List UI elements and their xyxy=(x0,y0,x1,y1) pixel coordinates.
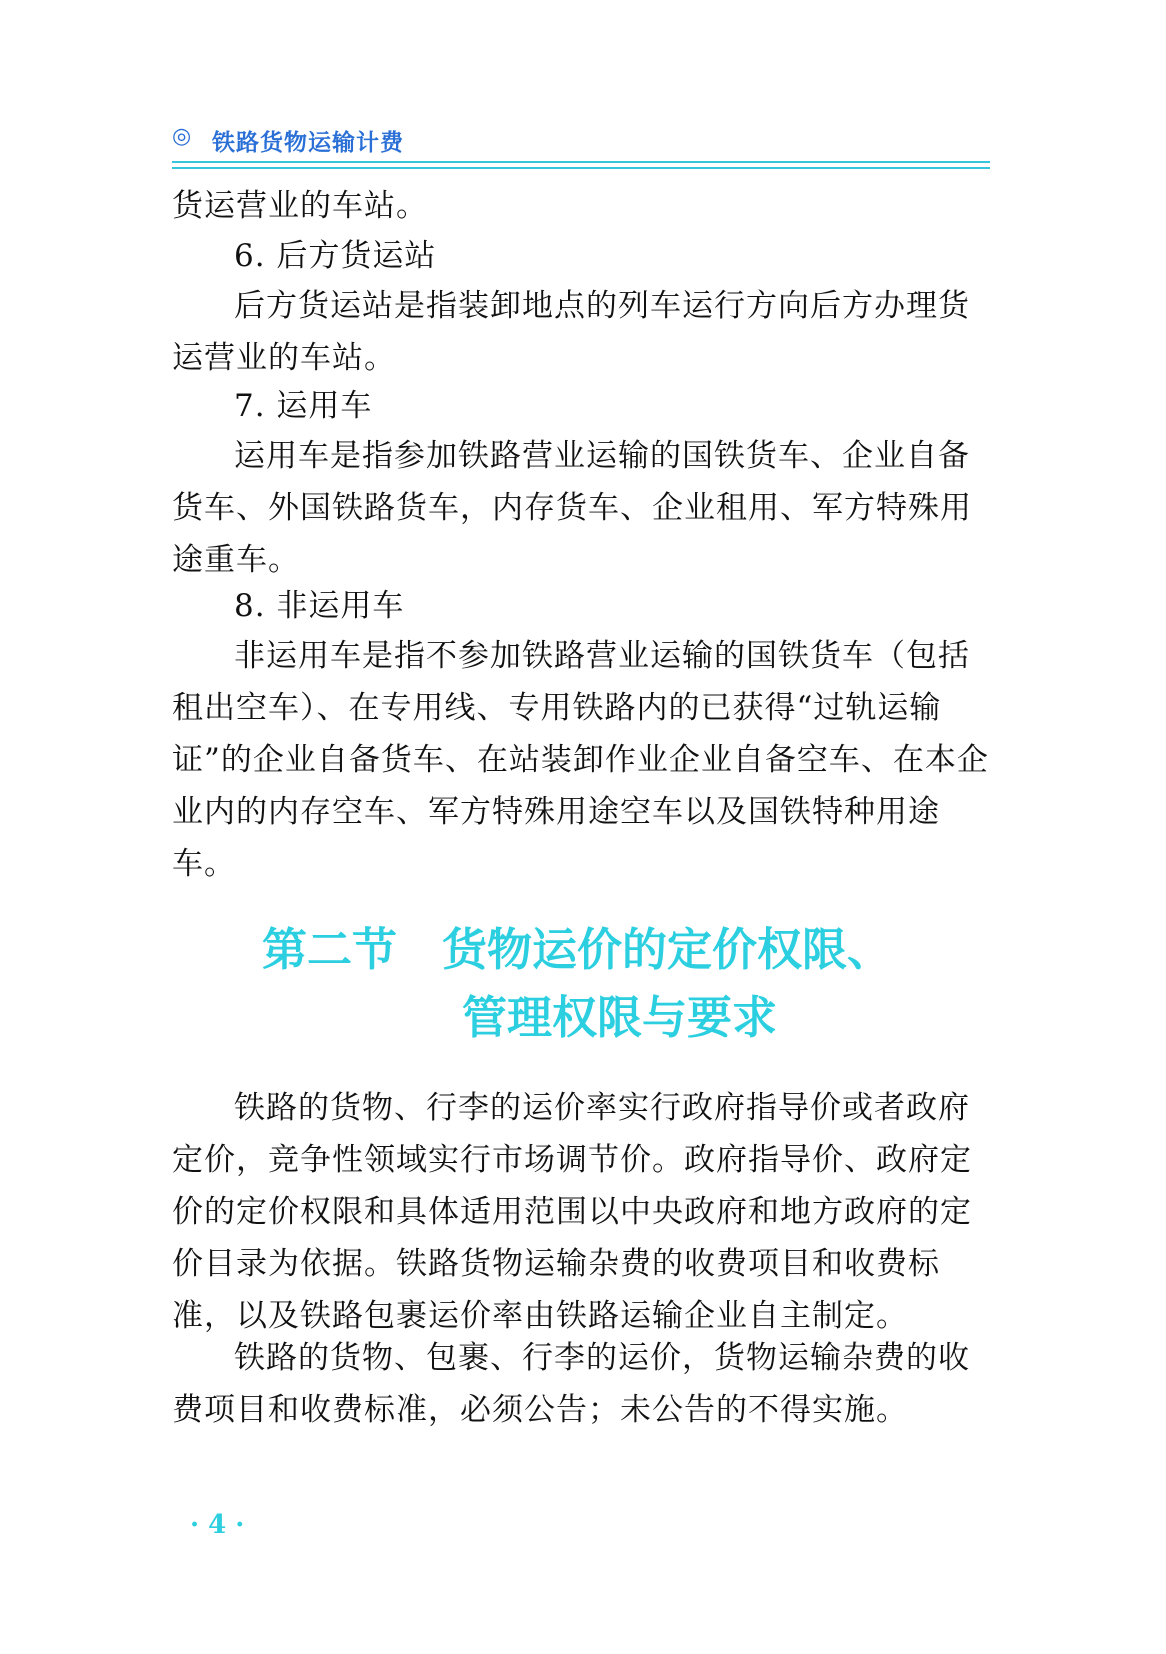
paragraph-continuation: 货运营业的车站。 xyxy=(172,188,428,224)
header-rule xyxy=(172,167,990,169)
paragraph-8: 非运用车是指不参加铁路营业运输的国铁货车（包括租出空车）、在专用线、专用铁路内的已获得“过轨运输证”的企业自备货车、在站装卸作业企业自备空车、在本企业内的内存空车、军方特殊用途空车以及国铁特种用途车。 xyxy=(172,638,989,882)
item-heading-6: 6. 后方货运站 xyxy=(234,238,437,274)
section-title-line1: 第二节 货物运价的定价权限、 xyxy=(262,923,893,976)
paragraph-public-notice: 铁路的货物、包裹、行李的运价，货物运输杂费的收费项目和收费标准，必须公告；未公告的不得实施。 xyxy=(172,1340,970,1428)
running-header xyxy=(172,120,990,168)
page-number: · 4 · xyxy=(190,1510,245,1540)
section-title-line2: 管理权限与要求 xyxy=(462,991,778,1044)
item-heading-8: 8. 非运用车 xyxy=(234,588,405,624)
header-rule xyxy=(172,161,990,163)
item-heading-7: 7. 运用车 xyxy=(234,388,373,424)
paragraph-pricing-authority: 铁路的货物、行李的运价率实行政府指导价或者政府定价，竞争性领域实行市场调节价。政府指导价、政府定价的定价权限和具体适用范围以中央政府和地方政府的定价目录为依据。铁路货物运输杂费的收费项目和收费标准，以及铁路包裹运价率由铁路运输企业自主制定。 xyxy=(172,1090,972,1334)
paragraph-7: 运用车是指参加铁路营业运输的国铁货车、企业自备货车、外国铁路货车，内存货车、企业租用、军方特殊用途重车。 xyxy=(172,438,972,578)
section-title xyxy=(172,920,990,1050)
book-title: 铁路货物运输计费 xyxy=(212,130,404,156)
paragraph-6: 后方货运站是指装卸地点的列车运行方向后方办理货运营业的车站。 xyxy=(172,288,970,376)
bullseye-icon: ◎ xyxy=(172,124,192,149)
